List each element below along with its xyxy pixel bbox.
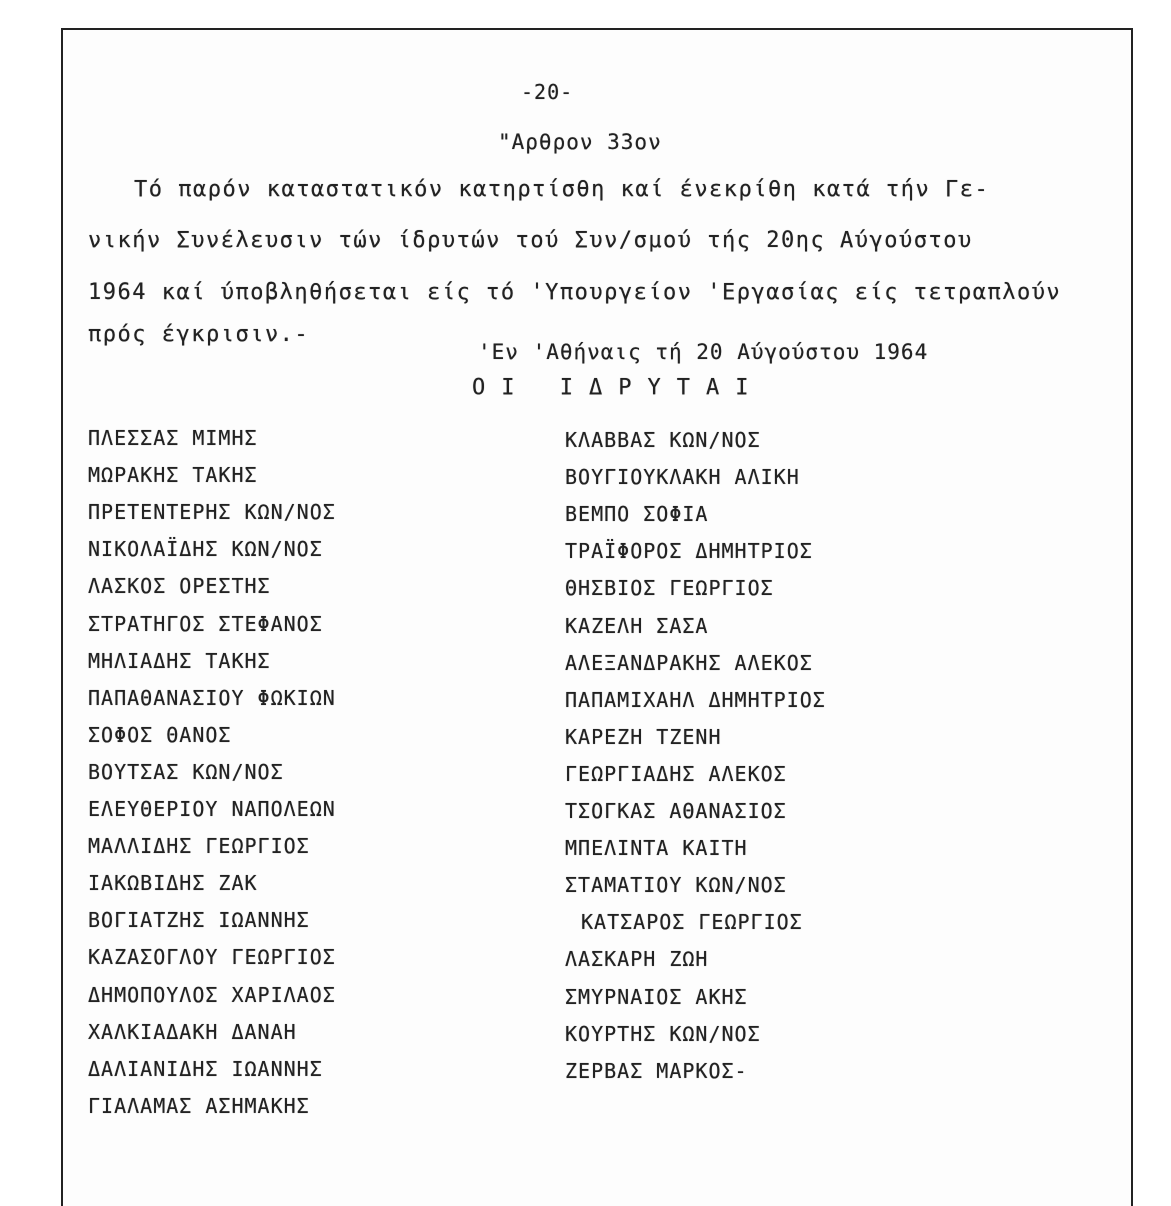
founder-name: ΔΑΛΙΑΝΙΔΗΣ ΙΩΑΝΝΗΣ: [88, 1056, 323, 1081]
place-date: 'Εν 'Αθήναις τή 20 Αύγούστου 1964: [478, 340, 929, 364]
founder-name: ΚΑΡΕΖΗ ΤΖΕΝΗ: [565, 724, 722, 749]
body-line: 1964 καί ύποβληθήσεται είς τό 'Υπουργείον 'Εργασίας είς τετραπλούν: [88, 280, 1062, 305]
founder-name: ΚΑΖΑΣΟΓΛΟΥ ΓΕΩΡΓΙΟΣ: [88, 945, 336, 970]
founder-name: ΚΟΥΡΤΗΣ ΚΩΝ/ΝΟΣ: [565, 1021, 761, 1046]
founder-name: ΒΕΜΠΟ ΣΟΦΙΑ: [565, 502, 709, 527]
founder-name: ΛΑΣΚΟΣ ΟΡΕΣΤΗΣ: [88, 574, 271, 599]
founder-name: ΝΙΚΟΛΑΪΔΗΣ ΚΩΝ/ΝΟΣ: [88, 537, 323, 562]
founder-name: ΠΑΠΑΜΙΧΑΗΛ ΔΗΜΗΤΡΙΟΣ: [565, 687, 826, 712]
founder-name: ΘΗΣΒΙΟΣ ΓΕΩΡΓΙΟΣ: [565, 576, 774, 601]
founder-name: ΕΛΕΥΘΕΡΙΟΥ ΝΑΠΟΛΕΩΝ: [88, 797, 336, 821]
founder-name: ΠΛΕΣΣΑΣ ΜΙΜΗΣ: [88, 426, 258, 450]
body-line: νικήν Συνέλευσιν τών ίδρυτών τού Συν/σμού τής 20ης Αύγούστου: [88, 228, 973, 253]
founder-name: ΚΑΖΕΛΗ ΣΑΣΑ: [565, 613, 709, 638]
founder-name: ΚΑΤΣΑΡΟΣ ΓΕΩΡΓΙΟΣ: [581, 910, 803, 935]
founder-name: ΠΑΠΑΘΑΝΑΣΙΟΥ ΦΩΚΙΩΝ: [88, 685, 336, 710]
founder-name: ΣΤΡΑΤΗΓΟΣ ΣΤΕΦΑΝΟΣ: [88, 611, 323, 636]
body-line: πρός έγκρισιν.-: [88, 322, 310, 347]
founder-name: ΑΛΕΞΑΝΔΡΑΚΗΣ ΑΛΕΚΟΣ: [565, 650, 813, 675]
founder-name: ΧΑΛΚΙΑΔΑΚΗ ΔΑΝΑΗ: [88, 1019, 297, 1044]
founder-name: ΣΟΦΟΣ ΘΑΝΟΣ: [88, 722, 232, 747]
founder-name: ΒΟΥΤΣΑΣ ΚΩΝ/ΝΟΣ: [88, 759, 284, 784]
founder-name: ΓΕΩΡΓΙΑΔΗΣ ΑΛΕΚΟΣ: [565, 761, 787, 786]
founder-name: ΣΜΥΡΝΑΙΟΣ ΑΚΗΣ: [565, 984, 748, 1009]
founder-name: ΛΑΣΚΑΡΗ ΖΩΗ: [565, 947, 709, 972]
founder-name: ΓΙΑΛΑΜΑΣ ΑΣΗΜΑΚΗΣ: [88, 1093, 310, 1118]
founder-name: ΜΗΛΙΑΔΗΣ ΤΑΚΗΣ: [88, 648, 271, 673]
body-line: Τό παρόν καταστατικόν κατηρτίσθη καί ένεκρίθη κατά τήν Γε-: [134, 177, 990, 202]
founder-name: ΜΩΡΑΚΗΣ ΤΑΚΗΣ: [88, 463, 258, 488]
founder-name: ΙΑΚΩΒΙΔΗΣ ΖΑΚ: [88, 871, 258, 896]
founder-name: ΜΑΛΛΙΔΗΣ ΓΕΩΡΓΙΟΣ: [88, 834, 310, 859]
founder-name: ΔΗΜΟΠΟΥΛΟΣ ΧΑΡΙΛΑΟΣ: [88, 982, 336, 1007]
founder-name: ΠΡΕΤΕΝΤΕΡΗΣ ΚΩΝ/ΝΟΣ: [88, 500, 336, 525]
founder-name: ΒΟΓΙΑΤΖΗΣ ΙΩΑΝΝΗΣ: [88, 908, 310, 933]
founders-heading: ΟΙ ΙΔΡΥΤΑΙ: [472, 375, 765, 400]
founder-name: ΒΟΥΓΙΟΥΚΛΑΚΗ ΑΛΙΚΗ: [565, 465, 800, 490]
founder-name: ΤΣΟΓΚΑΣ ΑΘΑΝΑΣΙΟΣ: [565, 799, 787, 823]
article-title: "Αρθρον 33ον: [498, 130, 662, 154]
founder-name: ΚΛΑΒΒΑΣ ΚΩΝ/ΝΟΣ: [565, 428, 761, 452]
founder-name: ΖΕΡΒΑΣ ΜΑΡΚΟΣ-: [565, 1058, 748, 1083]
founder-name: ΣΤΑΜΑΤΙΟΥ ΚΩΝ/ΝΟΣ: [565, 873, 787, 898]
founder-name: ΜΠΕΛΙΝΤΑ ΚΑΙΤΗ: [565, 836, 748, 861]
founder-name: ΤΡΑΪΦΟΡΟΣ ΔΗΜΗΤΡΙΟΣ: [565, 539, 813, 564]
page-number: -20-: [521, 80, 574, 104]
